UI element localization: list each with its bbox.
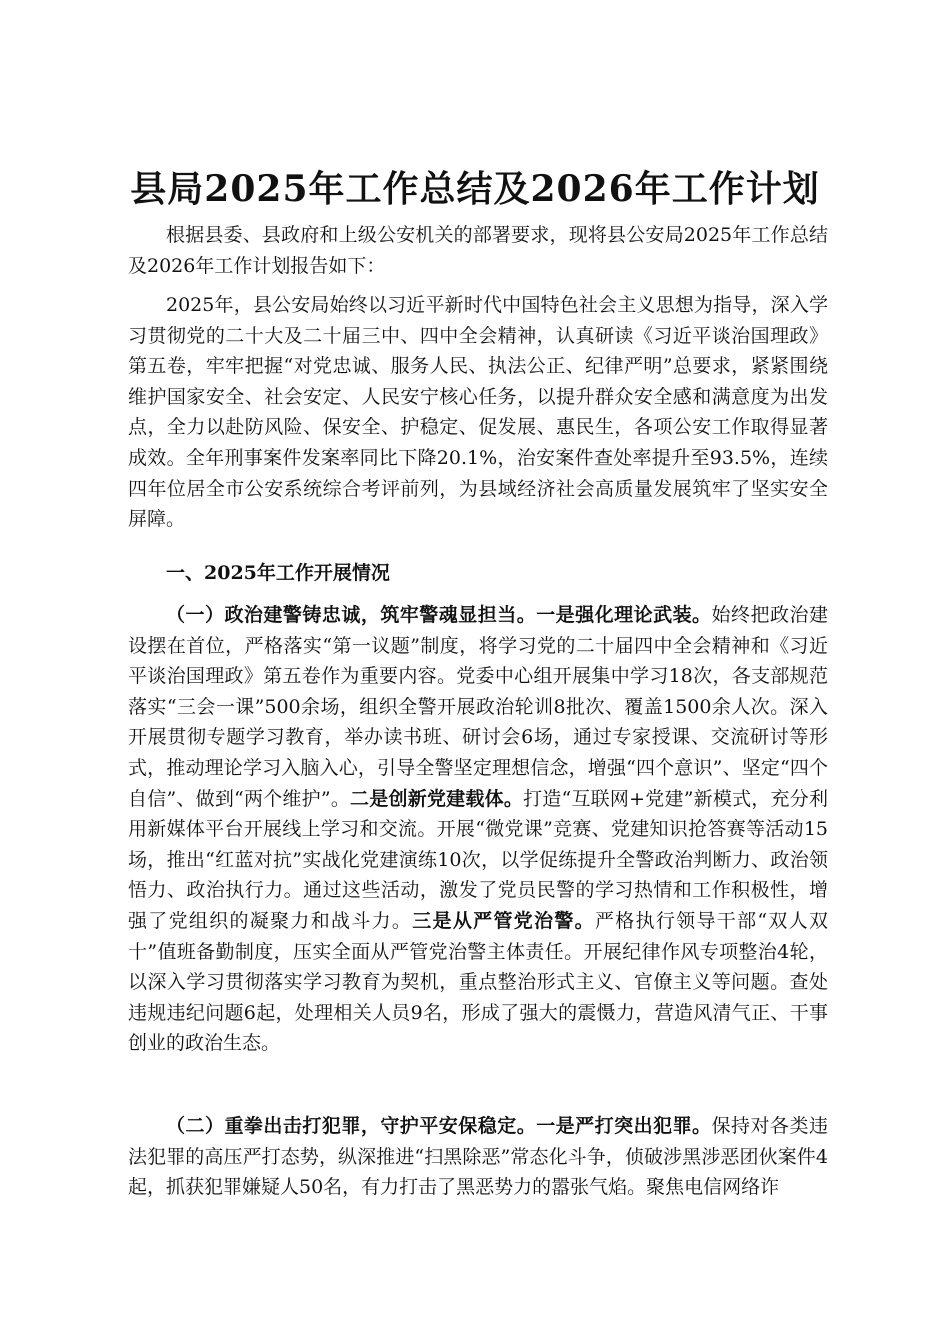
point-text: 严格执行领导干部“双人双十”值班备勤制度，压实全面从严管党治警主体责任。开展纪律作风专项整治4轮，以深入学习贯彻落实学习教育为契机，重点整治形式主义、官僚主义等问题。查处违规违纪问题6起，处理相关人员9名，形成了强大的震慑力，营造风清气正、干事创业的政治生态。: [128, 909, 828, 1055]
intro-paragraph: 根据县委、县政府和上级公安机关的部署要求，现将县公安局2025年工作总结及2026年工作计划报告如下：: [128, 224, 828, 277]
section2-paragraph: [128, 1111, 828, 1203]
point-heading: 二是创新党建载体。: [350, 787, 524, 810]
subsection-lead: （一）政治建警铸忠诚，筑牢警魂显担当。: [166, 604, 537, 626]
point-text: 打造“互联网+党建”新模式，充分利用新媒体平台开展线上学习和交流。开展“微党课”竞赛、党建知识抢答赛等活动15场，推出“红蓝对抗”实战化党建演练10次，以学促练提升全警政治判断力、政治领悟力、政治执行力。通过这些活动，激发了党员民警的学习热情和工作积极性，增强了党组织的凝聚力和战斗力。: [128, 787, 828, 932]
section-heading: 一、2025年工作开展情况: [166, 562, 390, 584]
point-heading: 三是从严管党治警。: [412, 909, 595, 932]
document-title: 县局2025年工作总结及2026年工作计划: [130, 168, 820, 210]
point-heading: 一是严打突出犯罪。: [536, 1115, 712, 1137]
section1-paragraph: [128, 600, 828, 1059]
subsection-lead: （二）重拳出击打犯罪，守护平安保稳定。: [166, 1115, 537, 1137]
summary-paragraph: 2025年，县公安局始终以习近平新时代中国特色社会主义思想为指导，深入学习贯彻党的二十大及二十届三中、四中全会精神，认真研读《习近平谈治国理政》第五卷，牢牢把握“对党忠诚、服务人民、执法公正、纪律严明”总要求，紧紧围绕维护国家安全、社会安定、人民安宁核心任务，以提升群众安全感和满意度为出发点，全力以赴防风险、保安全、护稳定、促发展、惠民生，各项公安工作取得显著成效。全年刑事案件发案率同比下降20.1%，治安案件查处率提升至93.5%，连续四年位居全市公安系统综合考评前列，为县域经济社会高质量发展筑牢了坚实安全屏障。: [128, 294, 828, 531]
point-text: 始终把政治建设摆在首位，严格落实“第一议题”制度，将学习党的二十届四中全会精神和《习近平谈治国理政》第五卷作为重要内容。党委中心组开展集中学习18次，各支部规范落实“三会一课”500余场，组织全警开展政治轮训8批次、覆盖1500余人次。深入开展贯彻专题学习教育，举办读书班、研讨会6场，通过专家授课、交流研讨等形式，推动理论学习入脑入心，引导全警坚定理想信念，增强“四个意识”、坚定“四个自信”、做到“两个维护”。: [128, 604, 828, 810]
point-text: 保持对各类违法犯罪的高压严打态势，纵深推进“扫黑除恶”常态化斗争，侦破涉黑涉恶团伙案件4起，抓获犯罪嫌疑人50名，有力打击了黑恶势力的嚣张气焰。聚焦电信网络诈: [128, 1115, 828, 1199]
point-heading: 一是强化理论武装。: [536, 604, 712, 626]
